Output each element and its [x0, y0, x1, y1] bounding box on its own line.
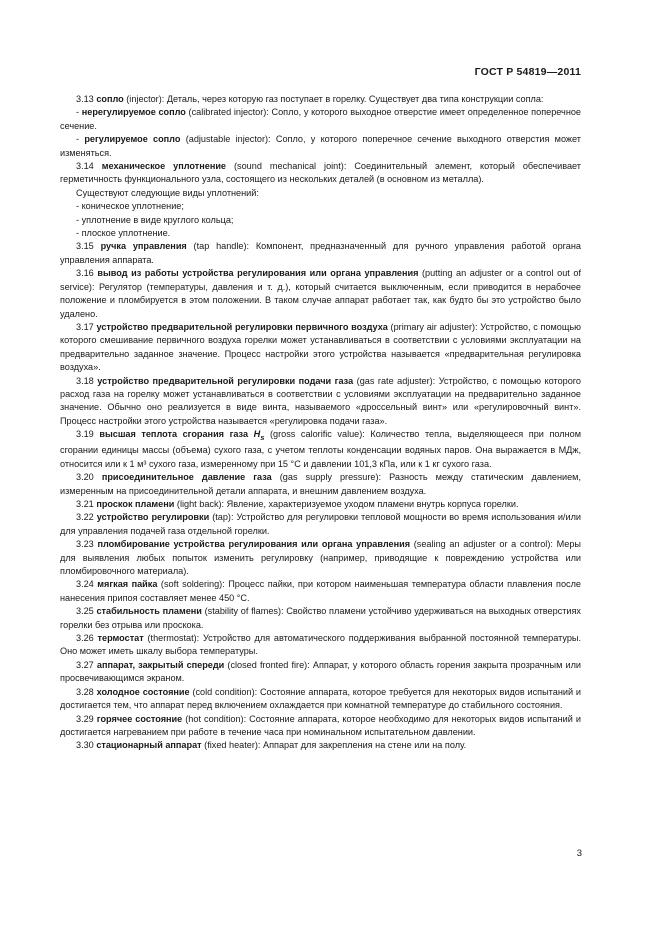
clause-3-14: 3.14 механическое уплотнение (sound mechanical joint): Соединительный элемент, который обеспечивает герметичность функционального узла, состоящего из нескольких деталей (в основном из металла). — [60, 161, 581, 185]
clause-3-29: 3.29 горячее состояние (hot condition): Состояние аппарата, которое необходимо для некоторых видов испытаний и достигается нагреванием при работе в течение часа при номинальном испытательном давлении. — [60, 713, 581, 737]
clause-3-13: 3.13 сопло (injector): Деталь, через которую газ поступает в горелку. Существует два типа конструкции сопла: — [76, 94, 544, 104]
clause-3-26: 3.26 термостат (thermostat): Устройство для автоматического поддерживания выбранной постоянной температуры. Оно может иметь шкалу выбора температуры. — [60, 633, 581, 657]
list-item: - регулируемое сопло (adjustable injector): Сопло, у которого поперечное сечение выходного отверстия может изменяться. — [60, 134, 581, 158]
clause-3-19: 3.19 высшая теплота сгорания газа $H_s$ (gross calorific value): Количество тепла, выделяющееся при полном сгорании единицы массы (объема) сухого газа, с учетом теплоты конденсации водяных паров. Она выражается в МДж, относится или к 1 м³ сухого газа, измеренному при 15 °С и давлении 101,3 кПа, или к 1 кг сухого газа. — [60, 429, 581, 469]
list-item: - плоское уплотнение. — [60, 227, 581, 240]
clause-3-28: 3.28 холодное состояние (cold condition): Состояние аппарата, которое требуется для некоторых видов испытаний и достигается тем, что аппарат перед включением охлаждается при комнатной температуре до стабильного состояния. — [60, 686, 581, 711]
list-item: - коническое уплотнение; — [60, 200, 581, 213]
clause-3-24: 3.24 мягкая пайка (soft soldering): Процесс пайки, при котором наименьшая температура области плавления после нанесения припоя составляет менее 450 °С. — [60, 579, 581, 603]
page-number: 3 — [576, 848, 582, 859]
clause-3-18: 3.18 устройство предварительной регулировки подачи газа (gas rate adjuster): Устройство, с помощью которого расход газа на горелку может устанавливаться в соответствии с условиями эксплуатации на предварительно заданное значение. Обычно оно реализуется в виде винта, называемого «дроссельный винт» или «регулировочный винт». Процесс настройки этого устройства называется «регулировка подачи газа». — [60, 375, 581, 426]
clause-3-23: 3.23 пломбирование устройства регулирования или органа управления (sealing an adjuster or a control): Меры для выявления любых попыток изменить регулировку (например, приводящие к повреждению устройства или пломбировочного материала). — [60, 539, 581, 577]
clause-3-25: 3.25 стабильность пламени (stability of flames): Свойство пламени устойчиво удерживаться на выходных отверстиях горелки без отрыва или проскока. — [60, 606, 581, 630]
standard-header: ГОСТ Р 54819—2011 — [474, 66, 581, 78]
list-item: - нерегулируемое сопло (calibrated injector): Сопло, у которого выходное отверстие имеет определенное поперечное сечение. — [60, 107, 582, 131]
clause-3-15: 3.15 ручка управления (tap handle): Компонент, предназначенный для ручного управления работой органа управления аппарата. — [60, 241, 581, 265]
paragraph: Существуют следующие виды уплотнений: — [76, 187, 259, 198]
clause-3-22: 3.22 устройство регулировки (tap): Устройство для регулировки тепловой мощности во время использования и/или для управления подачей газа отдельной горелки. — [60, 512, 581, 536]
clause-3-17: 3.17 устройство предварительной регулировки первичного воздуха (primary air adjuster): Устройство, с помощью которого смешивание первичного воздуха горелки может устанавливаться в соответствии с условиями эксплуатации на предварительно заданное значение. Процесс настройки этого устройства называется «предварительная регулировка воздуха». — [60, 321, 581, 373]
document-body — [60, 93, 581, 753]
clause-3-27: 3.27 аппарат, закрытый спереди (closed fronted fire): Аппарат, у которого область горения закрыта прозрачным или просвечивающимся экраном. — [60, 659, 581, 684]
clause-3-16: 3.16 вывод из работы устройства регулирования или органа управления (putting an adjuster or a control out of service): Регулятор (температуры, давления и т. д.), который считается выключенным, если приводится в нерабочее положение и пломбируется в этом положении. В таком случае аппарат работает так, как будто бы это устройство было удалено. — [60, 268, 581, 319]
list-item: - уплотнение в виде круглого кольца; — [60, 214, 581, 227]
clause-3-21: 3.21 проскок пламени (light back): Явление, характеризуемое уходом пламени внутрь корпуса горелки. — [76, 499, 519, 510]
clause-3-20: 3.20 присоединительное давление газа (gas supply pressure): Разность между статическим давлением, измеренным на присоединительной детали аппарата, и внешним давлением воздуха. — [60, 472, 581, 496]
clause-3-30: 3.30 стационарный аппарат (fixed heater): Аппарат для закрепления на стене или на полу. — [76, 740, 467, 751]
